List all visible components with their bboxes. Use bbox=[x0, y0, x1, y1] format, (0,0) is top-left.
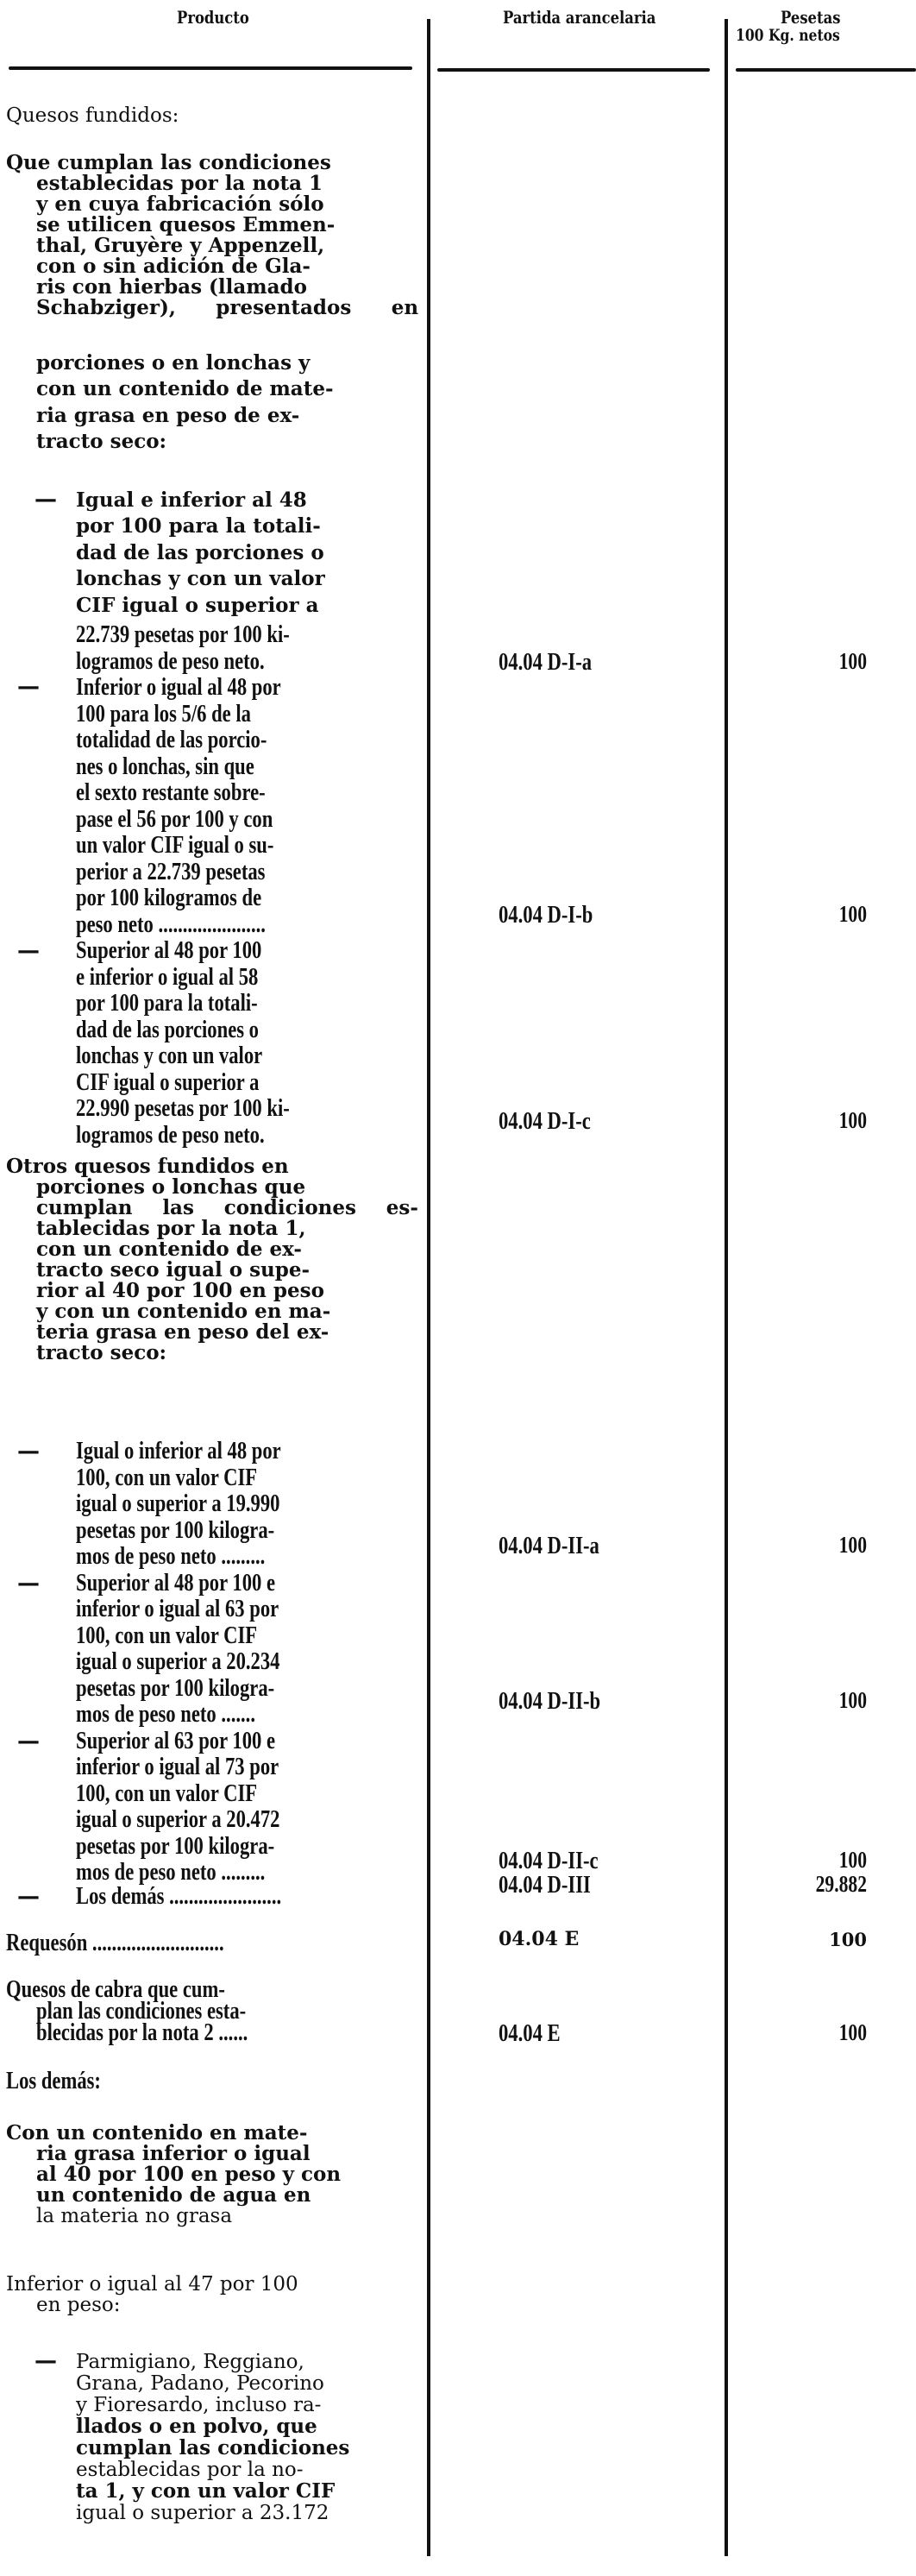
partida-arancelaria-code: 04.04 D-III bbox=[499, 1871, 591, 1899]
product-line: rior al 40 por 100 en peso bbox=[36, 1279, 324, 1302]
em-dash-bullet-icon: — bbox=[35, 487, 57, 513]
product-line: pesetas por 100 kilogra- bbox=[76, 1516, 275, 1544]
product-line: con un contenido de ex- bbox=[36, 1238, 302, 1261]
product-line: Parmigiano, Reggiano, bbox=[76, 2351, 304, 2373]
header-partida-arancelaria: Partida arancelaria bbox=[503, 7, 656, 28]
pesetas-value: 100 bbox=[838, 1107, 867, 1133]
product-line: y con un contenido en ma- bbox=[36, 1300, 331, 1323]
product-line: tracto seco: bbox=[36, 430, 167, 453]
header-rule-partida bbox=[437, 68, 710, 72]
pesetas-value: 100 bbox=[838, 1532, 867, 1558]
product-line: pesetas por 100 kilogra- bbox=[76, 1832, 275, 1860]
product-line: Igual e inferior al 48 bbox=[76, 488, 307, 512]
partida-arancelaria-code: 04.04 D-II-c bbox=[499, 1847, 599, 1874]
partida-arancelaria-code: 04.04 D-I-c bbox=[499, 1107, 591, 1135]
product-line: se utilicen quesos Emmen- bbox=[36, 213, 336, 236]
product-line: Quesos de cabra que cum- bbox=[6, 1975, 225, 2003]
product-line: e inferior o igual al 58 bbox=[76, 963, 259, 991]
product-line: inferior o igual al 73 por bbox=[76, 1753, 279, 1780]
product-line: 22.739 pesetas por 100 ki- bbox=[76, 620, 290, 648]
product-line: Superior al 48 por 100 e bbox=[76, 1569, 276, 1597]
product-line: thal, Gruyère y Appenzell, bbox=[36, 234, 325, 257]
product-line: peso neto ...................... bbox=[76, 910, 266, 938]
product-line: cumplan las condiciones bbox=[76, 2436, 350, 2459]
product-line: Los demás: bbox=[6, 2067, 101, 2094]
product-line: CIF igual o superior a bbox=[76, 594, 319, 617]
product-line: logramos de peso neto. bbox=[76, 1121, 265, 1149]
em-dash-bullet-icon: — bbox=[35, 2348, 57, 2374]
product-line: con un contenido de mate- bbox=[36, 377, 334, 400]
partida-arancelaria-code: 04.04 D-II-a bbox=[499, 1532, 599, 1559]
product-line: Quesos fundidos: bbox=[6, 104, 179, 127]
product-line: pesetas por 100 kilogra- bbox=[76, 1674, 275, 1702]
product-line: logramos de peso neto. bbox=[76, 647, 265, 675]
product-line: establecidas por la nota 1 bbox=[36, 172, 323, 195]
header-pesetas-unit: 100 Kg. netos bbox=[736, 26, 840, 45]
partida-arancelaria-code: 04.04 D-I-a bbox=[499, 648, 593, 676]
product-line: Otros quesos fundidos en bbox=[6, 1155, 289, 1178]
product-line: cumplan las condiciones es- bbox=[36, 1196, 418, 1219]
product-line: Schabziger), presentados en bbox=[36, 296, 419, 319]
em-dash-bullet-icon: — bbox=[17, 674, 40, 700]
product-line: mos de peso neto ....... bbox=[76, 1700, 255, 1728]
product-line: Igual o inferior al 48 por bbox=[76, 1437, 281, 1464]
product-line: Grana, Padano, Pecorino bbox=[76, 2372, 324, 2395]
product-line: por 100 para la totali- bbox=[76, 514, 321, 538]
em-dash-bullet-icon: — bbox=[17, 1439, 40, 1464]
product-line: un valor CIF igual o su- bbox=[76, 831, 274, 859]
product-line: con o sin adición de Gla- bbox=[36, 255, 311, 278]
product-line: llados o en polvo, que bbox=[76, 2415, 317, 2438]
header-rule-pesetas bbox=[736, 68, 916, 72]
pesetas-value: 100 bbox=[838, 1847, 867, 1873]
product-line: perior a 22.739 pesetas bbox=[76, 858, 266, 885]
product-line: un contenido de agua en bbox=[36, 2183, 311, 2207]
product-line: tablecidas por la nota 1, bbox=[36, 1217, 306, 1240]
product-line: dad de las porciones o bbox=[76, 541, 324, 564]
partida-arancelaria-code: 04.04 E bbox=[499, 2019, 561, 2047]
product-line: y Fioresardo, incluso ra- bbox=[76, 2394, 322, 2416]
product-line: ta 1, y con un valor CIF bbox=[76, 2479, 336, 2503]
header-rule-producto bbox=[9, 66, 412, 70]
product-line: al 40 por 100 en peso y con bbox=[36, 2163, 342, 2186]
em-dash-bullet-icon: — bbox=[17, 938, 40, 964]
column-divider-2 bbox=[725, 19, 728, 2556]
product-line: 100 para los 5/6 de la bbox=[76, 700, 251, 727]
product-line: Los demás ....................... bbox=[76, 1882, 282, 1910]
product-line: por 100 kilogramos de bbox=[76, 884, 262, 911]
product-line: mos de peso neto ......... bbox=[76, 1542, 266, 1570]
product-line: tracto seco igual o supe- bbox=[36, 1258, 311, 1282]
product-line: lonchas y con un valor bbox=[76, 567, 325, 590]
product-line: Con un contenido en mate- bbox=[6, 2121, 308, 2145]
product-line: Superior al 63 por 100 e bbox=[76, 1727, 276, 1754]
product-line: 100, con un valor CIF bbox=[76, 1622, 258, 1649]
product-line: totalidad de las porcio- bbox=[76, 726, 267, 753]
product-line: ris con hierbas (llamado bbox=[36, 275, 307, 299]
product-line: por 100 para la totali- bbox=[76, 989, 258, 1017]
product-line: Inferior o igual al 47 por 100 bbox=[6, 2273, 298, 2296]
header-producto: Producto bbox=[177, 7, 249, 28]
product-line: y en cuya fabricación sólo bbox=[36, 192, 324, 216]
header-pesetas: Pesetas bbox=[781, 7, 841, 28]
product-line: 100, con un valor CIF bbox=[76, 1779, 258, 1807]
product-line: blecidas por la nota 2 ...... bbox=[36, 2019, 248, 2046]
product-line: nes o lonchas, sin que bbox=[76, 753, 254, 780]
product-line: ria grasa en peso de ex- bbox=[36, 404, 300, 427]
product-line: mos de peso neto ......... bbox=[76, 1858, 266, 1886]
pesetas-value: 29.882 bbox=[815, 1871, 867, 1897]
product-line: tracto seco: bbox=[36, 1341, 167, 1364]
pesetas-value: 100 bbox=[838, 648, 867, 674]
em-dash-bullet-icon: — bbox=[17, 1884, 40, 1910]
product-line: dad de las porciones o bbox=[76, 1016, 260, 1043]
product-line: ria grasa inferior o igual bbox=[36, 2142, 311, 2165]
product-line: igual o superior a 19.990 bbox=[76, 1490, 280, 1517]
pesetas-value: 100 bbox=[838, 1687, 867, 1713]
product-line: porciones o en lonchas y bbox=[36, 351, 311, 375]
product-line: igual o superior a 23.172 bbox=[76, 2502, 329, 2524]
pesetas-value: 100 bbox=[838, 2019, 867, 2045]
product-line: Superior al 48 por 100 bbox=[76, 936, 262, 964]
product-line: en peso: bbox=[36, 2294, 121, 2316]
product-line: 100, con un valor CIF bbox=[76, 1464, 258, 1491]
product-line: 22.990 pesetas por 100 ki- bbox=[76, 1094, 290, 1122]
product-line: pase el 56 por 100 y con bbox=[76, 805, 273, 833]
product-line: establecidas por la no- bbox=[76, 2459, 304, 2481]
product-line: la materia no grasa bbox=[36, 2205, 233, 2227]
product-line: inferior o igual al 63 por bbox=[76, 1595, 279, 1622]
product-line: igual o superior a 20.472 bbox=[76, 1805, 280, 1833]
pesetas-value: 100 bbox=[829, 1929, 867, 1950]
product-line: plan las condiciones esta- bbox=[36, 1997, 247, 2025]
partida-arancelaria-code: 04.04 D-I-b bbox=[499, 901, 593, 929]
product-line: igual o superior a 20.234 bbox=[76, 1647, 280, 1675]
pesetas-value: 100 bbox=[838, 901, 867, 927]
product-line: Inferior o igual al 48 por bbox=[76, 673, 281, 701]
product-line: lonchas y con un valor bbox=[76, 1042, 263, 1069]
partida-arancelaria-code: 04.04 D-II-b bbox=[499, 1687, 601, 1715]
em-dash-bullet-icon: — bbox=[17, 1729, 40, 1754]
em-dash-bullet-icon: — bbox=[17, 1571, 40, 1597]
product-line: porciones o lonchas que bbox=[36, 1175, 306, 1199]
product-line: Requesón ........................... bbox=[6, 1929, 224, 1956]
product-line: teria grasa en peso del ex- bbox=[36, 1320, 329, 1344]
column-divider-1 bbox=[427, 19, 430, 2556]
product-line: CIF igual o superior a bbox=[76, 1068, 260, 1096]
product-line: el sexto restante sobre- bbox=[76, 778, 266, 806]
partida-arancelaria-code: 04.04 E bbox=[499, 1928, 580, 1950]
product-line: Que cumplan las condiciones bbox=[6, 151, 331, 174]
